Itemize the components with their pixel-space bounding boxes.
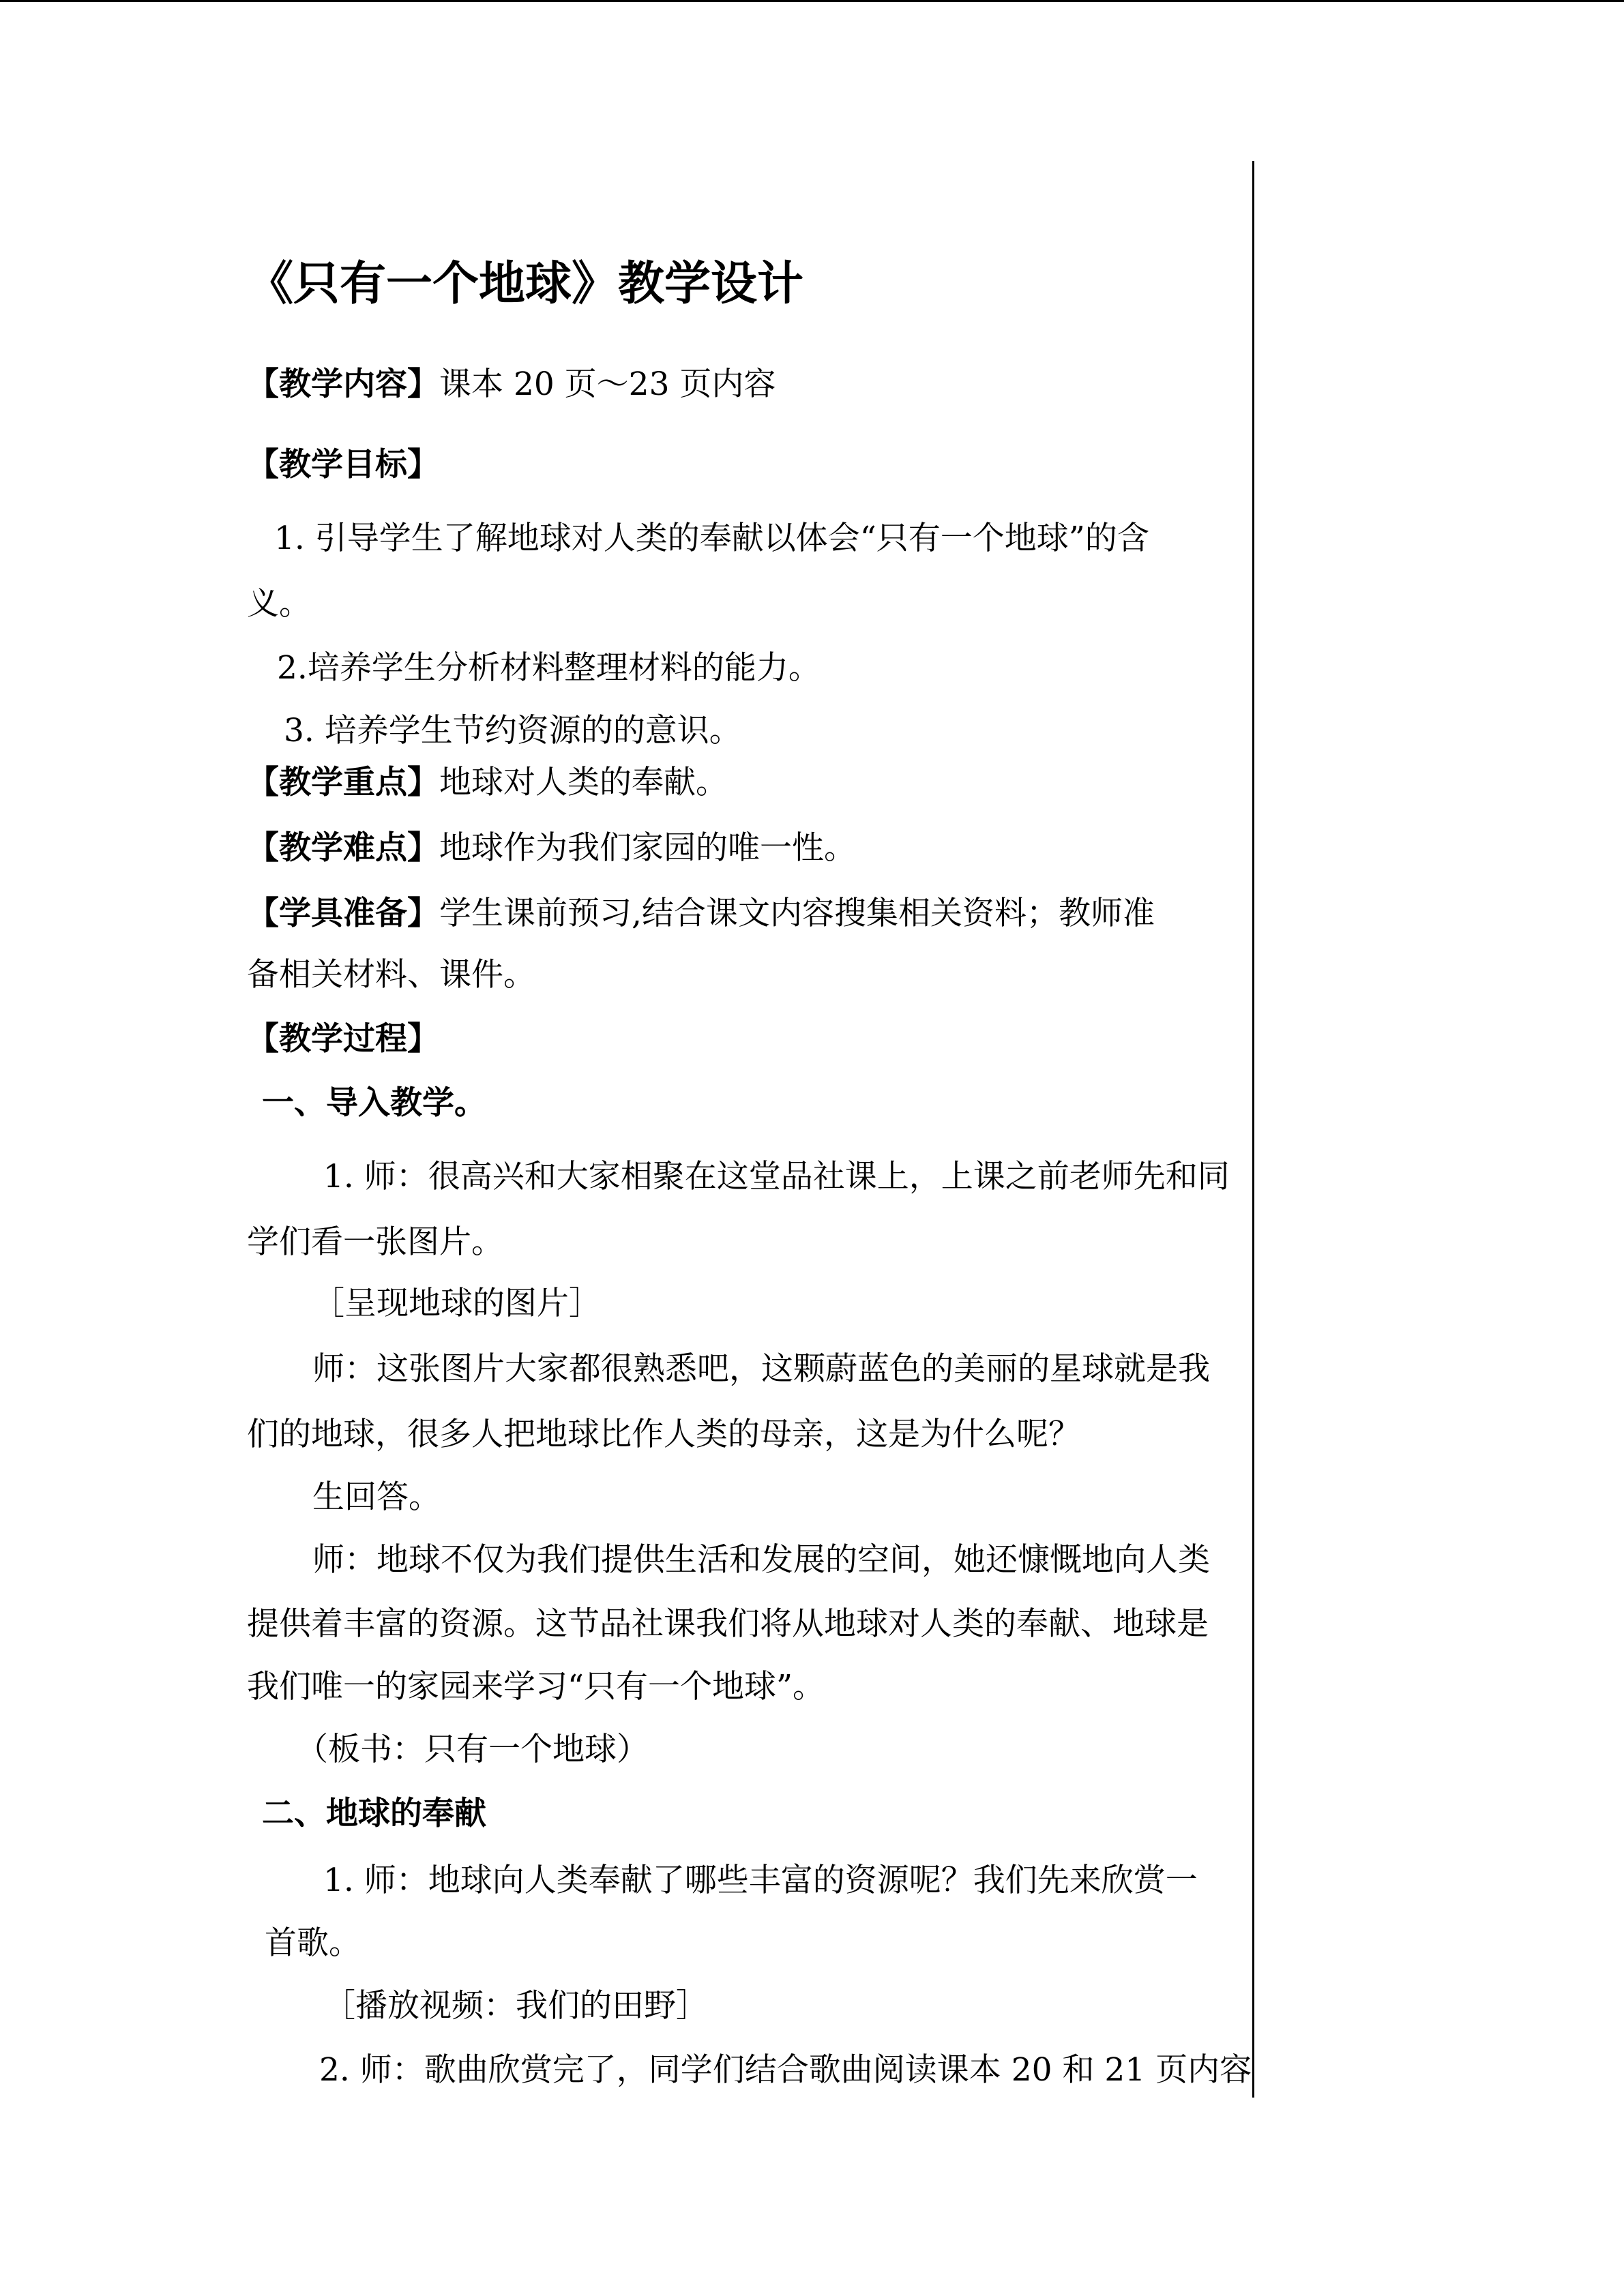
section-1-line-2: 学们看一张图片。 (247, 1223, 503, 1261)
teaching-content-line (247, 364, 776, 405)
section-1-line-9: 我们唯一的家园来学习“只有一个地球”。 (247, 1668, 825, 1705)
preparation-line-2: 备相关材料、课件。 (247, 956, 535, 994)
section-2-line-4: 2. 师：歌曲欣赏完了，同学们结合歌曲阅读课本 20 和 21 页内容 (319, 2051, 1252, 2089)
difficulty-line (247, 828, 856, 869)
key-point-text: 地球对人类的奉献。 (439, 764, 728, 801)
document-title: 《只有一个地球》教学设计 (247, 257, 804, 311)
difficulty-label: 【教学难点】 (247, 829, 439, 867)
section-2-line-2: 首歌。 (265, 1924, 361, 1962)
section-1-line-3: ［呈现地球的图片］ (312, 1285, 601, 1322)
section-1-line-8: 提供着丰富的资源。这节品社课我们将从地球对人类的奉献、地球是 (247, 1605, 1209, 1643)
section-2-line-1: 1. 师：地球向人类奉献了哪些丰富的资源呢？我们先来欣赏一 (323, 1862, 1198, 1899)
key-point-label: 【教学重点】 (247, 764, 439, 801)
section-1-line-10: （板书：只有一个地球） (296, 1731, 649, 1768)
section-1-heading: 一、导入教学。 (262, 1084, 486, 1122)
section-2-line-3: ［播放视频：我们的田野］ (323, 1987, 708, 2025)
section-1-line-1: 1. 师：很高兴和大家相聚在这堂品社课上，上课之前老师先和同 (323, 1158, 1230, 1195)
preparation-label: 【学具准备】 (247, 895, 439, 932)
teaching-goals-label: 【教学目标】 (247, 446, 439, 483)
teaching-content-label: 【教学内容】 (247, 366, 439, 403)
section-1-line-4: 师：这张图片大家都很熟悉吧，这颗蔚蓝色的美丽的星球就是我 (312, 1350, 1210, 1388)
section-1-line-7: 师：地球不仅为我们提供生活和发展的空间，她还慷慨地向人类 (312, 1541, 1210, 1579)
key-point-line (247, 762, 728, 803)
goal-item-3: 3. 培养学生节约资源的的意识。 (284, 712, 741, 749)
teaching-content-text: 课本 20 页～23 页内容 (439, 366, 776, 403)
difficulty-text: 地球作为我们家园的唯一性。 (439, 829, 856, 867)
section-2-heading: 二、地球的奉献 (262, 1795, 486, 1832)
section-1-line-5: 们的地球，很多人把地球比作人类的母亲，这是为什么呢？ (247, 1416, 1080, 1453)
section-1-line-6: 生回答。 (312, 1478, 441, 1516)
preparation-line (247, 893, 1155, 934)
goal-item-2: 2.培养学生分析材料整理材料的能力。 (277, 649, 821, 687)
process-label: 【教学过程】 (247, 1020, 439, 1058)
goal-item-1: 1. 引导学生了解地球对人类的奉献以体会“只有一个地球”的含 (274, 520, 1149, 557)
preparation-text: 学生课前预习,结合课文内容搜集相关资料；教师准 (439, 895, 1155, 932)
goal-item-1-continued: 义。 (247, 585, 311, 623)
